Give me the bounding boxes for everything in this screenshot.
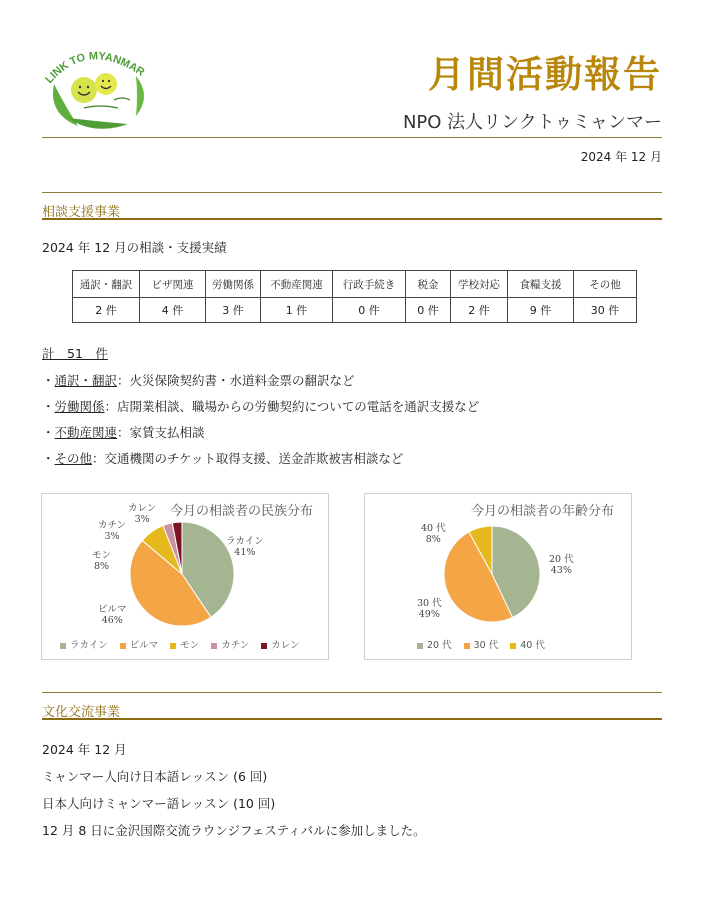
data-label: 30 代 (417, 598, 442, 609)
chart-title: 今月の相談者の民族分布 (170, 504, 314, 519)
consult-total: 計 51 件 (42, 346, 108, 361)
section-divider-top (42, 692, 662, 693)
bullet-text: ：店開業相談、職場からの労働契約についての電話を通訳支援など (104, 399, 480, 414)
pie-label-bamar (98, 604, 127, 626)
consult-intro: 2024 年 12 月の相談・支援実績 (42, 240, 227, 255)
culture-line: ミャンマー人向け日本語レッスン (6 回) (42, 769, 268, 784)
legend-item: ラカイン (60, 637, 108, 651)
pie-label-20s (549, 554, 574, 576)
list-item: ・通訳・翻訳：火災保険契約書・水道料金票の翻訳など (42, 373, 355, 388)
data-label: 43% (550, 565, 572, 576)
list-item: ・労働関係：店開業相談、職場からの労働契約についての電話を通訳支援など (42, 399, 480, 414)
table-cell: 2 件 (73, 298, 140, 323)
org-name: NPO 法人リンクトゥミャンマー (402, 112, 662, 133)
legend-item: モン (170, 637, 199, 651)
org-logo (44, 44, 156, 134)
pie-label-30s (417, 598, 442, 620)
data-label: 46% (101, 615, 123, 626)
bullet-text: ：火災保険契約書・水道料金票の翻訳など (117, 373, 355, 388)
legend-item: カレン (261, 637, 299, 651)
data-label: 3% (134, 514, 150, 525)
pie-label-karen (128, 503, 156, 525)
table-header-cell: 行政手続き (333, 271, 406, 298)
table-cell: 2 件 (451, 298, 508, 323)
age-pie (365, 494, 631, 659)
table-header-cell: その他 (574, 271, 637, 298)
chart-legend (417, 637, 545, 651)
culture-line: 12 月 8 日に金沢国際交流ラウンジフェスティバルに参加しました。 (42, 823, 426, 838)
data-label: 41% (234, 547, 256, 558)
pie-label-40s (421, 523, 446, 545)
table-header-cell: ビザ関連 (140, 271, 206, 298)
legend-item: ビルマ (120, 637, 159, 651)
data-label: カレン (128, 503, 157, 514)
header-divider (42, 137, 662, 138)
section-divider-bottom (42, 718, 662, 720)
table-header-row (73, 271, 637, 298)
section-title-culture: 文化交流事業 (42, 705, 121, 720)
table-header-cell: 学校対応 (451, 271, 508, 298)
list-item: ・その他：交通機関のチケット取得支援、送金詐欺被害相談など (42, 451, 404, 466)
data-label: ラカイン (226, 536, 264, 547)
table-cell: 4 件 (140, 298, 206, 323)
age-chart-frame (364, 493, 632, 660)
ethnicity-pie (42, 494, 328, 659)
pie-label-mon (92, 550, 111, 572)
data-label: カチン (98, 520, 127, 531)
data-label: 20 代 (549, 554, 574, 565)
chart-title: 今月の相談者の年齢分布 (471, 504, 615, 519)
table-header-cell: 食糧支援 (508, 271, 574, 298)
bullet-text: ：家賃支払相談 (117, 425, 205, 440)
table-cell: 30 件 (574, 298, 637, 323)
table-cell: 0 件 (406, 298, 451, 323)
bullet-key: 労働関係 (54, 399, 105, 414)
legend-item: 40 代 (510, 637, 545, 651)
bullet-text: ：交通機関のチケット取得支援、送金詐欺被害相談など (92, 451, 404, 466)
section-divider-bottom (42, 218, 662, 220)
culture-line: 2024 年 12 月 (42, 742, 127, 757)
consult-stats-table (72, 270, 637, 323)
data-label: ビルマ (98, 604, 127, 615)
data-label: 8% (93, 561, 110, 572)
table-cell: 1 件 (261, 298, 333, 323)
bullet-key: その他 (54, 451, 93, 466)
pie-label-rakhine (226, 536, 264, 558)
table-header-cell: 労働関係 (206, 271, 261, 298)
section-title-consult: 相談支援事業 (42, 205, 121, 220)
ethnicity-chart-frame (41, 493, 329, 660)
table-header-cell: 税金 (406, 271, 451, 298)
pie-label-kachin (98, 520, 126, 542)
chart-legend (60, 637, 300, 651)
bullet-key: 通訳・翻訳 (54, 373, 118, 388)
legend-item: 20 代 (417, 637, 452, 651)
table-row (73, 298, 637, 323)
legend-item: 30 代 (464, 637, 499, 651)
page-title: 月間活動報告 (428, 53, 662, 96)
table-header-cell: 通訳・翻訳 (73, 271, 140, 298)
bullet-key: 不動産関連 (54, 425, 118, 440)
table-cell: 9 件 (508, 298, 574, 323)
table-header-cell: 不動産関連 (261, 271, 333, 298)
data-label: モン (92, 550, 112, 561)
data-label: 8% (425, 534, 441, 545)
data-label: 49% (418, 609, 440, 620)
legend-item: カチン (211, 637, 249, 651)
data-label: 3% (104, 531, 120, 542)
section-divider-top (42, 192, 662, 193)
svg-text:LINK TO MYANMAR: LINK TO MYANMAR (44, 50, 147, 86)
report-date: 2024 年 12 月 (580, 150, 662, 164)
data-label: 40 代 (421, 523, 446, 534)
table-cell: 3 件 (206, 298, 261, 323)
culture-line: 日本人向けミャンマー語レッスン (10 回) (42, 796, 276, 811)
table-cell: 0 件 (333, 298, 406, 323)
list-item: ・不動産関連：家賃支払相談 (42, 425, 205, 440)
